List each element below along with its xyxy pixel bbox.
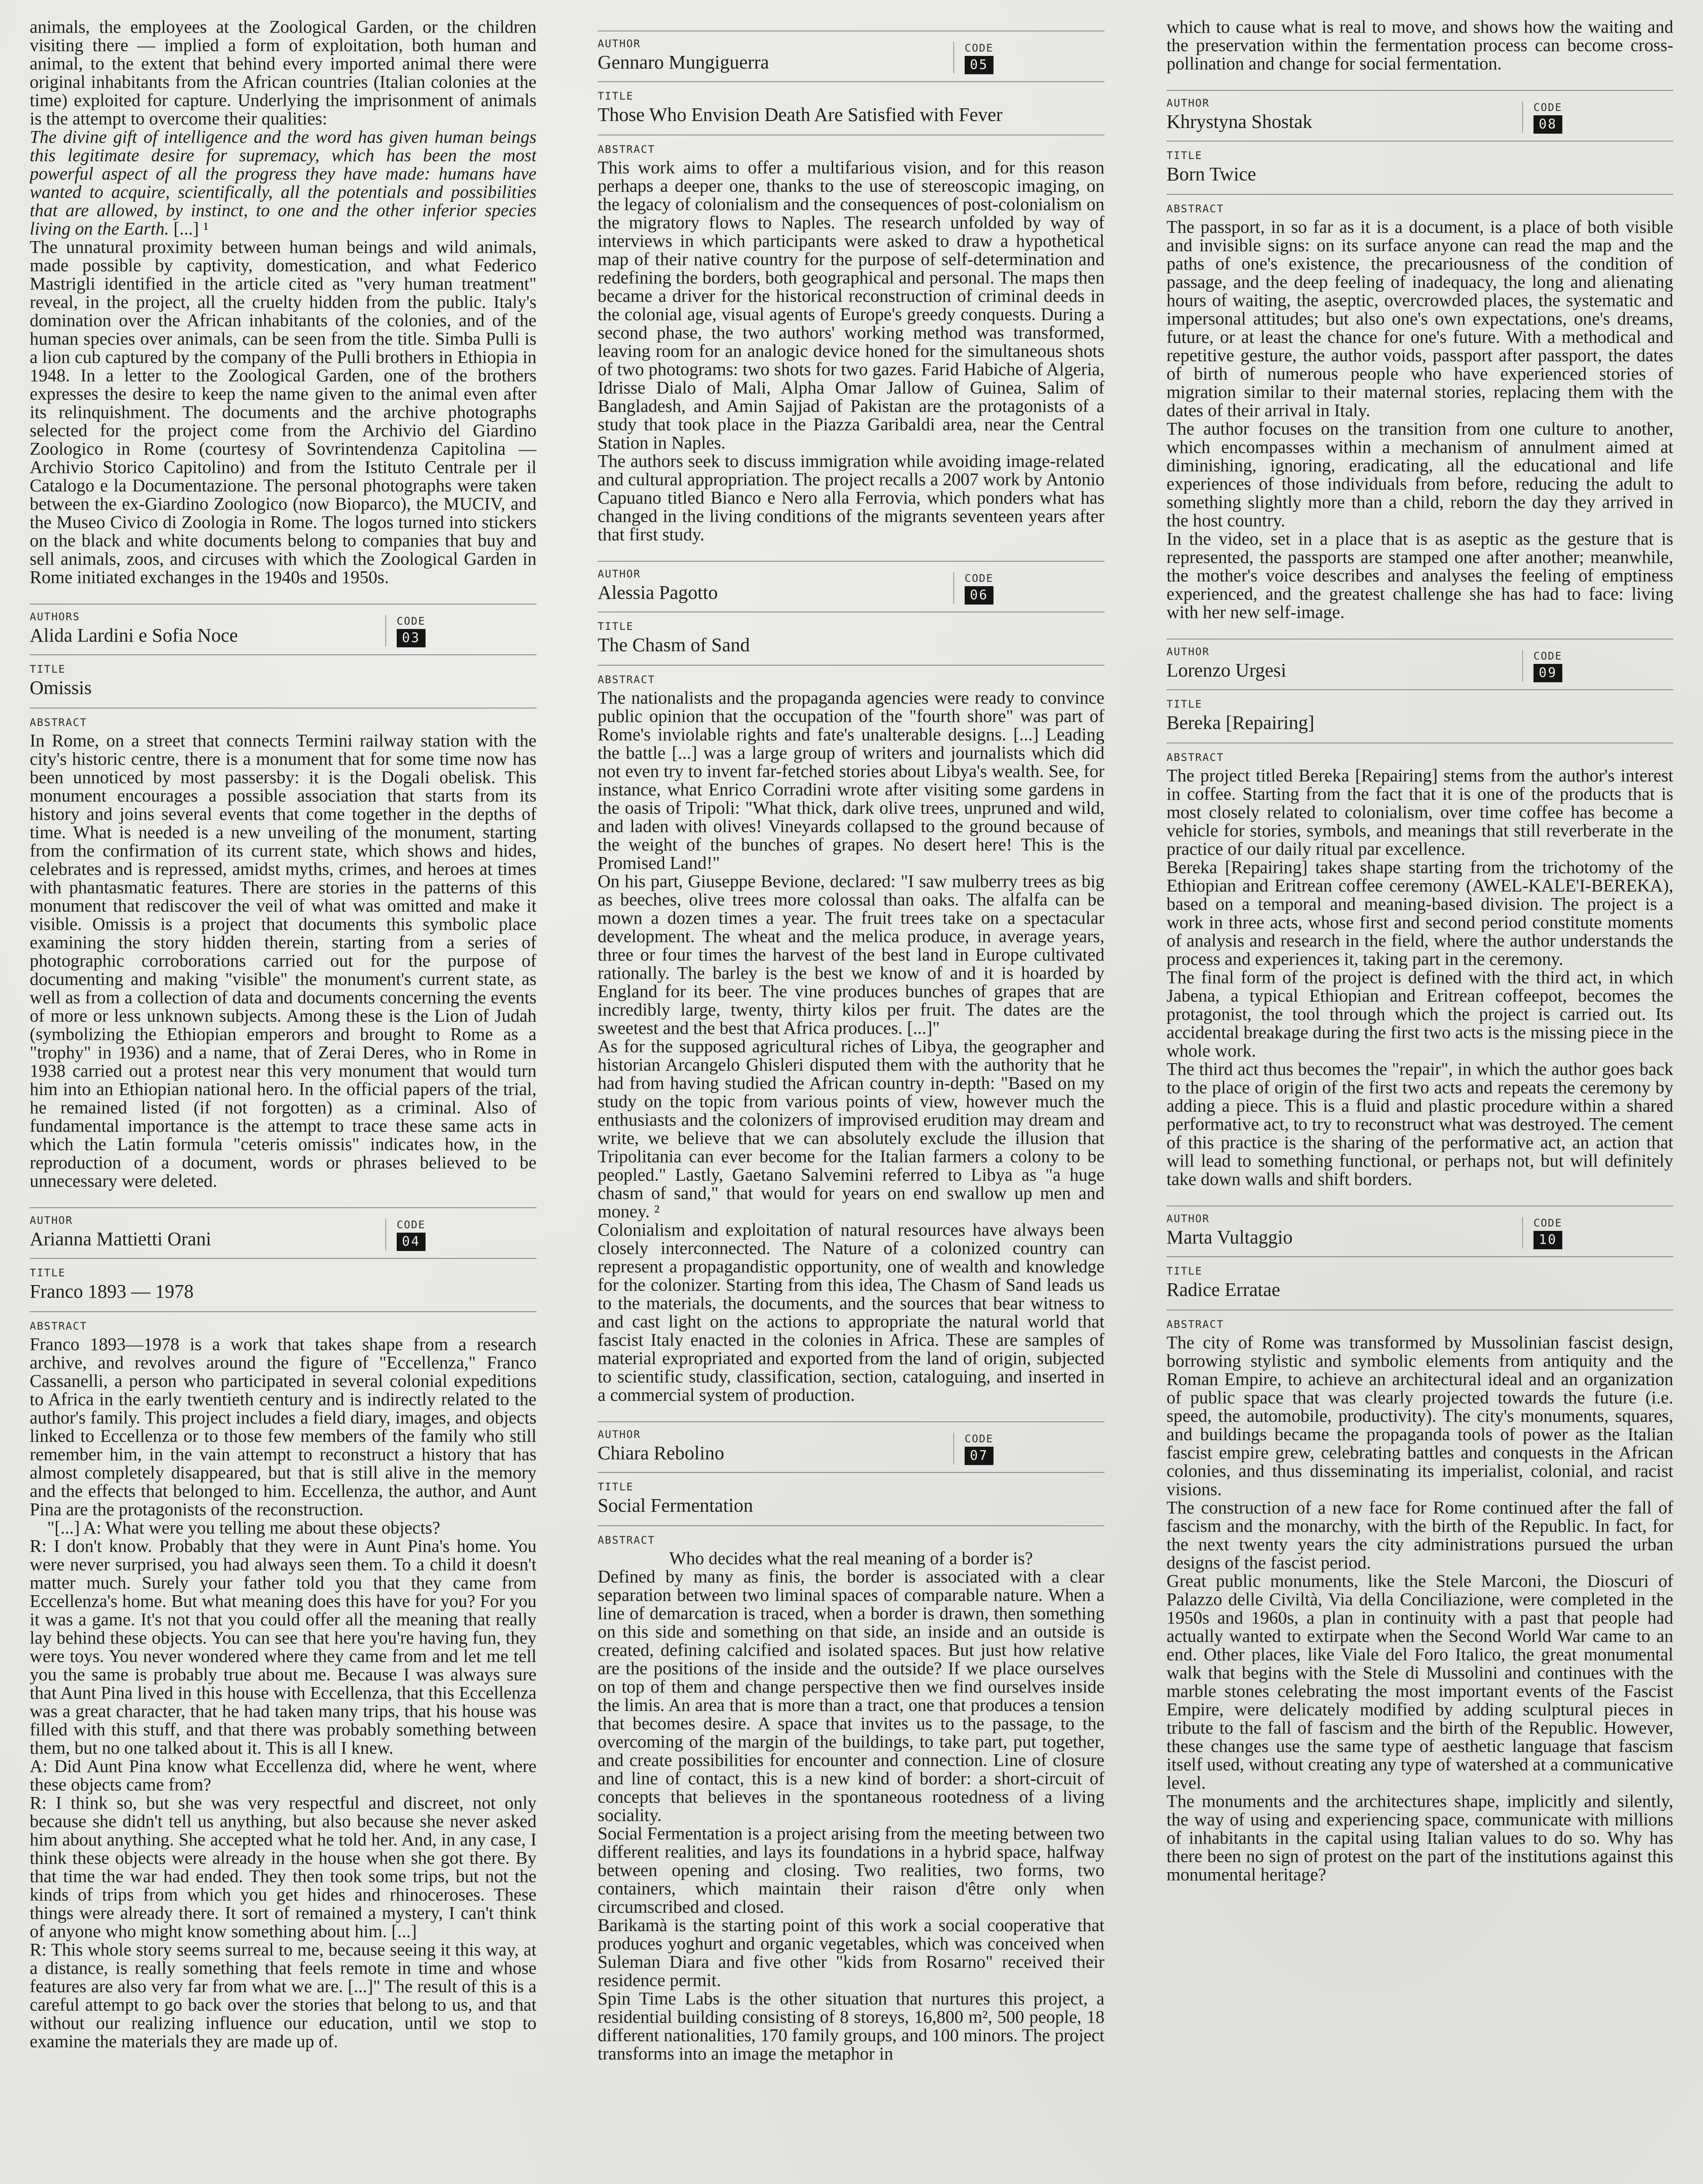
author-label: AUTHOR [30,1214,73,1227]
abstract-text: In Rome, on a street that connects Termini railway station with the city's historic centre, there is a monument that for some time now has been unnoticed by most passersby: it is the Dogali obelisk. This monument encourages a possible association that starts from its history and joins several events that come together in the depths of time. What is needed is a new unveiling of the monument, starting from the confirmation of its current state, which shows and hides, celebrates and is repressed, amidst myths, crimes, and heroes at times with phantasmatic features. There are stories in the patterns of this monument that rediscover the veil of what was omitted and make it visible. Omissis is a project that documents this symbolic place examining the story hidden therein, starting from a series of photographic corroborations carried out for the purpose of documenting and making "visible" the monument's current state, as well as from a collection of data and documents concerning the events of more or less unknown subjects. Among these is the Lion of Judah (symbolizing the Ethiopian emperors and brought to Rome as a "trophy" in 1936) and a name, that of Zerai Deres, who in Rome in 1938 carried out a protest near this very monument that would turn him into an Ethiopian national hero. In the official papers of the trial, he remained listed (if not forgotten) as a criminal. Also of fundamental importance is the attempt to trace these same acts in which the Latin formula "ceteris omissis" indicates how, in the reproduction of a document, words or phrases believed to be unnecessary were deleted. [30,730,537,1191]
author-name: Alida Lardini e Sofia Noce [30,625,238,646]
intro-paragraph: animals, the employees at the Zoological Garden, or the children visiting there — implied a form of exploitation, both human and animal, to the extent that behind every imported animal there were original inhabitants from the African countries (Italian colonies at the time) exploited for capture. Underlying the imprisonment of animals is the attempt to overcome their qualities: [30,17,537,128]
entry-title: Those Who Envision Death Are Satisfied with Fever [598,104,1003,125]
entry-04-header [30,1208,537,1259]
author-block [598,568,953,604]
entry-title: Franco 1893 — 1978 [30,1281,194,1302]
column-left [30,17,537,2184]
code-block [1522,1217,1673,1248]
entry-08 [1166,90,1673,621]
author-label: AUTHOR [1166,1213,1210,1225]
intro-paragraph: which to cause what is real to move, and shows how the waiting and the preservation within the fermentation process can become cross-pollination and change for social fermentation. [1166,17,1673,73]
entry-09-header [1166,639,1673,690]
title-block [1166,1257,1673,1310]
title-label: TITLE [30,1267,66,1279]
abstract-paragraph: As for the supposed agricultural riches of Libya, the geographer and historian Arcangelo Ghisleri disputed them with the authority that he had from having studied the African country in-depth: "Based on my study on the topic from various points of view, however much the enthusiasts and the colonizers of improvised erudition may dream and write, we believe that we can absolutely exclude the illusion that Tripolitania can ever become for the Italian farmers a colony to be peopled." Lastly, Gaetano Salvemini referred to Libya as "a huge chasm of sand," that would for years on end swallow up men and money. ² [598,1036,1104,1221]
abstract-block [1166,1310,1673,1883]
author-label: AUTHOR [598,1428,641,1441]
abstract-paragraph: A: Did Aunt Pina know what Eccellenza did, where he went, where these objects came from? [30,1756,537,1794]
title-label: TITLE [1166,1265,1203,1277]
entry-05-header [598,31,1104,82]
code-label: CODE [965,42,993,54]
entry-08-header [1166,91,1673,142]
author-name: Gennaro Mungiguerra [598,52,769,73]
abstract-label: ABSTRACT [30,716,87,729]
entry-03 [30,604,537,1190]
code-block [953,42,1104,73]
author-block [598,38,953,73]
code-label: CODE [965,1433,993,1445]
code-badge: 04 [397,1233,426,1251]
entry-10 [1166,1206,1673,1883]
title-label: TITLE [598,1481,634,1493]
entry-05 [598,31,1104,543]
code-label: CODE [1533,1217,1562,1229]
author-name: Lorenzo Urgesi [1166,660,1287,681]
abstract-paragraph: Who decides what the real meaning of a border is? [669,1548,1033,1568]
author-name: Chiara Rebolino [598,1442,724,1464]
abstract-paragraph: The final form of the project is defined with the third act, in which Jabena, a typical Ethiopian and Eritrean coffeepot, becomes the protagonist, the tool through which the project is carried out. Its accidental breakage during the first two acts is the missing piece in the whole work. [1166,967,1673,1061]
entry-07 [598,1421,1104,2063]
title-block [598,1473,1104,1526]
abstract-paragraph: The city of Rome was transformed by Mussolinian fascist design, borrowing stylistic and symbolic elements from antiquity and the Roman Empire, to achieve an architectural ideal and an organization of public space that was clearly projected towards the future (i.e. speed, the automobile, productivity). The city's monuments, squares, and buildings became the propaganda tools of power as the Italian fascist empire grew, celebrating battles and conquests in the African colonies, and thus disseminating its imperialist, colonial, and racist visions. [1166,1332,1673,1499]
code-block [953,1433,1104,1464]
abstract-paragraph: Franco 1893—1978 is a work that takes shape from a research archive, and revolves around the figure of "Eccellenza," Franco Cassanelli, a person who participated in several colonial expeditions to Africa in the early twentieth century and is indirectly related to the author's family. This project includes a field diary, images, and objects linked to Eccellenza or to those few members of the family who still remember him, in the vain attempt to reconstruct a history that has almost completely disappeared, but that is still alive in the memory and the effects that belonged to him. Eccellenza, the author, and Aunt Pina are the protagonists of the reconstruction. [30,1334,537,1519]
abstract-paragraph: The nationalists and the propaganda agencies were ready to convince public opinion that the occupation of the "fourth shore" was part of Rome's inviolable rights and fate's unalterable designs. [...] Leading the battle [...] was a large group of writers and journalists which did not even try to invent far-fetched stories about Libya's wealth. See, for instance, what Enrico Corradini wrote after visiting some gardens in the oasis of Tripoli: "What thick, dark olive trees, unpruned and wild, and laden with olives! Vineyards collapsed to the ground because of the weight of the bunches of grapes. No desert here! This is the Promised Land!" [598,688,1104,873]
entry-10-header [1166,1206,1673,1257]
entry-title: Born Twice [1166,163,1256,185]
title-label: TITLE [598,90,634,102]
code-badge: 08 [1533,115,1562,134]
author-name: Alessia Pagotto [598,582,718,603]
entry-06-header [598,562,1104,612]
abstract-paragraph: R: I don't know. Probably that they were in Aunt Pina's home. You were never surprised, you had always seen them. To a child it doesn't matter much. Surely your father told you that they came from Eccellenza's home. But what meaning does this have for you? For you it was a game. It's not that you could offer all the meaning that really lay behind these objects. You can see that here you're having fun, they were toys. You never wondered where they came from and let me tell you the same is probably true about me. Because I was always sure that Aunt Pina lived in this house with Eccellenza, that this Eccellenza was a great character, that he had taken many trips, that his house was filled with this stuff, and that there was probably something between them, but no one talked about it. This is all I knew. [30,1536,537,1758]
code-badge: 03 [397,629,426,647]
title-label: TITLE [1166,149,1203,162]
abstract-block [598,666,1104,1404]
abstract-block [30,1312,537,2050]
author-name: Khrystyna Shostak [1166,111,1312,132]
code-badge: 06 [965,586,993,605]
title-block [30,1259,537,1312]
entry-title: Social Fermentation [598,1495,753,1516]
author-block [1166,646,1522,681]
abstract-paragraph: R: I think so, but she was very respectful and discreet, not only because she didn't tell us anything, but also because she never asked him about anything. She accepted what he told her. And, in any case, I think these objects were already in the house when she got there. By that time the war had ended. They then took some trips, but not the kinds of trips from which you get hides and rhinoceroses. These things were already there. It sort of remained a mystery, I can't think of anyone who might know something about him. [...] [30,1793,537,1941]
author-label: AUTHOR [1166,97,1210,109]
code-label: CODE [397,1219,426,1231]
abstract-paragraph: R: This whole story seems surreal to me, because seeing it this way, at a distance, is really something that feels remote in time and whose features are also very far from what we are. [...]" The result of this is a careful attempt to go back over the stories that belong to us, and that without our realizing influence our education, until we stop to examine the materials they are made up of. [30,1939,537,2051]
code-badge: 10 [1533,1231,1562,1249]
abstract-block [1166,743,1673,1188]
abstract-paragraph: The project titled Bereka [Repairing] stems from the author's interest in coffee. Starting from the fact that it is one of the products that is most closely related to colonialism, over time coffee has become a vehicle for stories, symbols, and meanings that still reverberate in the practice of our daily ritual par excellence. [1166,765,1673,859]
author-block [598,1428,953,1464]
entry-title: Omissis [30,677,92,698]
continued-text [30,17,537,586]
title-block [1166,142,1673,195]
abstract-paragraph: Bereka [Repairing] takes shape starting from the trichotomy of the Ethiopian and Eritrean coffee ceremony (AWEL-KALE'I-BEREKA), based on a temporal and meaning-based division. The project is a work in three acts, whose first and second period constitute moments of analysis and research in the field, where the author understands the process and experiences it, taking part in the ceremony. [1166,857,1673,969]
abstract-paragraph: This work aims to offer a multifarious vision, and for this reason perhaps a deeper one, thanks to the use of stereoscopic imaging, on the legacy of colonialism and the consequences of post-colonialism on the migratory flows to Naples. The research unfolded by way of interviews in which participants were asked to draw a hypothetical map of their native country for the purpose of self-determination and redefining the borders, both geographical and personal. The maps then became a driver for the historical reconstruction of criminal deeds in the colonial age, visual agents of Europe's greedy conquests. During a second phase, the two authors' working method was transformed, leaving room for an analogic device honed for the simultaneous shots of two photograms: two shots for two gazes. Farid Habiche of Algeria, Idrisse Dialo of Mali, Alpha Omar Jallow of Guinea, Salim of Bangladesh, and Amin Sajjad of Pakistan are the protagonists of a study that took place in the Piazza Garibaldi area, near the Central Station in Naples. [598,157,1104,453]
code-badge: 07 [965,1447,993,1465]
abstract-label: ABSTRACT [1166,203,1224,215]
author-block [30,1214,385,1250]
code-label: CODE [397,615,426,627]
abstract-block [1166,195,1673,621]
abstract-paragraph: In the video, set in a place that is as aseptic as the gesture that is represented, the passports are stamped one after another; meanwhile, the mother's voice describes and analyses the feeling of emptiness experienced, and the greatest challenge she has had to face: living with her new self-image. [1166,529,1673,622]
abstract-label: ABSTRACT [598,1534,655,1546]
code-label: CODE [965,572,993,584]
title-block [1166,690,1673,743]
code-block [385,1219,537,1250]
abstract-block [598,1526,1104,2063]
code-block [953,572,1104,604]
title-label: TITLE [598,620,634,632]
entry-title: Radice Erratae [1166,1279,1281,1300]
author-block [1166,97,1522,133]
column-middle [598,17,1104,2184]
abstract-paragraph: Spin Time Labs is the other situation that nurtures this project, a residential building consisting of 8 storeys, 16,800 m², 500 people, 18 different nationalities, 170 family groups, and 100 minors. The project transforms into an image the metaphor in [598,1988,1104,2063]
abstract-label: ABSTRACT [30,1320,87,1332]
abstract-paragraph: The monuments and the architectures shape, implicitly and silently, the way of using and experiencing space, communicate with millions of inhabitants in the capital using Italian values to do so. Why has there been no sign of protest on the part of the institutions against this monumental heritage? [1166,1791,1673,1884]
author-label: AUTHOR [1166,646,1210,658]
code-block [1522,101,1673,133]
abstract-paragraph: Social Fermentation is a project arising from the meeting between two different realities, and lays its foundations in a hybrid space, halfway between opening and closing. Two realities, two forms, two containers, which maintain their raison d'être only when circumscribed and closed. [598,1823,1104,1917]
abstract-block [30,708,537,1190]
entry-07-header [598,1422,1104,1473]
abstract-label: ABSTRACT [598,674,655,686]
author-block [1166,1213,1522,1248]
authors-label: AUTHORS [30,611,80,623]
entry-title: The Chasm of Sand [598,634,750,656]
author-name: Arianna Mattietti Orani [30,1228,211,1250]
abstract-paragraph: The author focuses on the transition from one culture to another, which encompasses within a mechanism of annulment aimed at diminishing, ignoring, eradicating, all the educational and life experiences of those individuals from before, reducing the adult to something slightly more than a child, reborn the day they arrived in the host country. [1166,418,1673,530]
abstract-paragraph: On his part, Giuseppe Bevione, declared: "I saw mulberry trees as big as beeches, olive trees more colossal than oaks. The alfalfa can be mown a dozen times a year. The fruit trees take on a spectacular development. The wheat and the melica produce, in average years, three or four times the harvest of the best land in Europe cultivated rationally. The barley is the best we know of and it is hoarded by England for its beer. The vine produces bunches of grapes that are incredibly large, twenty, thirty kilos per fruit. The dates are the sweetest and the best that Africa produces. [...]" [598,871,1104,1038]
continued-text [1166,17,1673,73]
entry-09 [1166,639,1673,1188]
abstract-label: ABSTRACT [1166,751,1224,764]
abstract-label: ABSTRACT [598,143,655,156]
abstract-paragraph: "[...] A: What were you telling me about these objects? [47,1517,440,1538]
title-block [598,82,1104,135]
abstract-paragraph: The authors seek to discuss immigration while avoiding image-related and cultural appropriation. The project recalls a 2007 work by Antonio Capuano titled Bianco e Nero alla Ferrovia, which ponders what has changed in the living conditions of the migrants seventeen years after that first study. [598,451,1104,544]
abstract-paragraph: Barikamà is the starting point of this work a social cooperative that produces yoghurt and organic vegetables, which was conceived when Suleman Diara and five other "kids from Rosarno" received their residence permit. [598,1915,1104,1990]
author-label: AUTHOR [598,38,641,50]
title-block [30,655,537,708]
author-label: AUTHOR [598,568,641,580]
title-label: TITLE [30,663,66,675]
author-block [30,611,385,646]
author-name: Marta Vultaggio [1166,1227,1293,1248]
code-label: CODE [1533,101,1562,114]
entry-04 [30,1207,537,2050]
entry-03-header [30,605,537,655]
code-block [385,615,537,646]
entry-title: Bereka [Repairing] [1166,712,1315,733]
abstract-paragraph: Colonialism and exploitation of natural resources have always been closely interconnected. The Nature of a colonized country can represent a propagandistic opportunity, one of wealth and knowledge for the colonizer. Starting from this idea, The Chasm of Sand leads us to the materials, the documents, and the sources that bear witness to and cast light on the actions to appropriate the natural world that fascist Italy enacted in the colonies in Africa. These are samples of material expropriated and exported from the land of origin, subjected to scientific study, classification, section, cataloguing, and inserted in a commercial system of production. [598,1220,1104,1405]
abstract-paragraph: Defined by many as finis, the border is associated with a clear separation between two liminal spaces of comparable nature. When a line of demarcation is traced, when a border is drawn, then something on this side and something on that side, an inside and an outside is created, defining calcified and isolated spaces. But just how relative are the positions of the inside and the outside? If we place ourselves on top of them and change perspective then we find ourselves inside the limis. An area that is more than a tract, one that produces a tension that becomes desire. A space that invites us to the passage, to the overcoming of the margin of the buildings, to take part, put together, and create possibilities for encounter and connection. Line of closure and line of contact, this is a new kind of border: a short-circuit of concepts that believes in the spontaneous rootedness of a living sociality. [598,1566,1104,1825]
abstract-paragraph: The construction of a new face for Rome continued after the fall of fascism and the monarchy, with the birth of the Republic. In fact, for the next twenty years the city administrations pursued the urban designs of the fascist period. [1166,1497,1673,1572]
title-label: TITLE [1166,698,1203,710]
abstract-label: ABSTRACT [1166,1318,1224,1330]
code-block [1522,650,1673,681]
title-block [598,612,1104,666]
abstract-paragraph: The passport, in so far as it is a document, is a place of both visible and invisible signs: on its surface anyone can read the map and the paths of one's existence, the precariousness of the condition of passage, and the deep feeling of inadequacy, the long and alienating hours of waiting, the aseptic, overcrowded places, the systematic and impersonal attitudes; but also one's own expectations, one's dreams, future, or at least the chance for one's future. With a methodical and repetitive gesture, the author voids, passport after passport, the dates of birth of numerous people who have experienced stories of migration similar to their maternal stories, replacing them with the dates of their arrival in Italy. [1166,217,1673,420]
abstract-paragraph: The third act thus becomes the "repair", in which the author goes back to the place of origin of the first two acts and repeats the ceremony by adding a piece. This is a fluid and plastic procedure within a shared performative act, to try to reconstruct what was destroyed. The cement of this practice is the sharing of the performative act, an action that will lead to something functional, or perhaps not, but will definitely take down walls and shift borders. [1166,1059,1673,1189]
code-badge: 05 [965,56,993,74]
code-label: CODE [1533,650,1562,662]
abstract-paragraph: Great public monuments, like the Stele Marconi, the Dioscuri of Palazzo delle Civiltà, Via della Conciliazione, were completed in the 1950s and 1960s, a plan in continuity with a past that people had actually wanted to extirpate when the Second World War came to an end. Other places, like Viale del Foro Italico, the great monumental walk that begins with the Stele di Mussolini and continues with the marble stones celebrating the most important events of the Fascist Empire, were delicately modified by adding sculptural pieces in tribute to the fall of fascism and the birth of the Republic. However, these changes use the same type of aesthetic language that fascism itself used, without creating any type of watershed at a communicative level. [1166,1571,1673,1793]
intro-paragraph-2: The unnatural proximity between human beings and wild animals, made possible by captivity, domestication, and what Federico Mastrigli identified in the article cited as "very human treatment" reveal, in the project, all the cruelty hidden from the public. Italy's domination over the African inhabitants of the colonies, and of the human species over animals, can be seen from the title. Simba Pulli is a lion cub captured by the company of the Pulli brothers in Ethiopia in 1948. In a letter to the Zoological Garden, one of the brothers expresses the desire to keep the name given to the animal even after its relinquishment. The documents and the archive photographs selected for the project come from the Archivio del Giardino Zoologico in Rome (courtesy of Sovrintendenza Capitolina — Archivio Storico Capitolino) and from the Istituto Centrale per il Catalogo e la Documentazione. The personal photographs were taken between the ex-Giardino Zoologico (now Bioparco), the MUCIV, and the Museo Civico di Zoologia in Rome. The logos turned into stickers on the black and white documents belong to companies that buy and sell animals, zoos, and circuses with which the Zoological Garden in Rome initiated exchanges in the 1940s and 1950s. [30,237,537,587]
intro-quote: The divine gift of intelligence and the word has given human beings this legitimate desire for supremacy, which has been the most powerful aspect of all the progress they have made: humans have wanted to acquire, scientifically, all the potentials and possibilities that are allowed, by instinct, to one and the other inferior species living on the Earth. [...] ¹ [30,127,537,238]
entry-06 [598,561,1104,1404]
code-badge: 09 [1533,664,1562,682]
column-right [1166,17,1673,2184]
abstract-block [598,135,1104,543]
